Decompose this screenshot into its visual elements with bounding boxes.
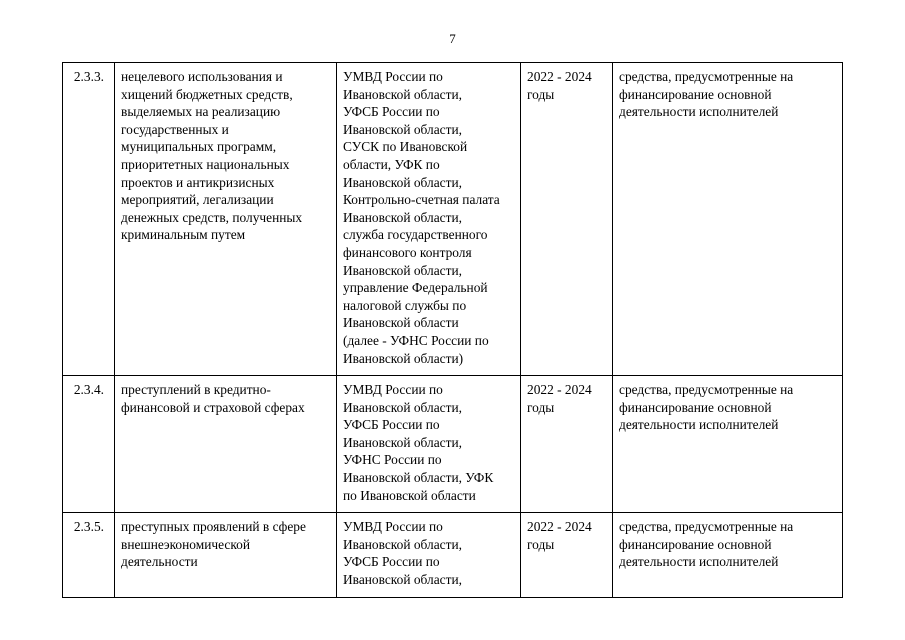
item-period: 2022 - 2024 годы: [521, 513, 613, 597]
item-executors: УМВД России по Ивановской области, УФСБ России по Ивановской области, УФНС России по Ивановской области, УФК по Ивановской области: [337, 376, 521, 513]
item-description: преступлений в кредитно- финансовой и страховой сферах: [115, 376, 337, 513]
table-row: [63, 63, 843, 376]
item-period: 2022 - 2024 годы: [521, 376, 613, 513]
item-funding: средства, предусмотренные на финансирование основной деятельности исполнителей: [613, 63, 843, 376]
item-executors: УМВД России по Ивановской области, УФСБ России по Ивановской области, СУСК по Ивановской области, УФК по Ивановской области, Контрольно-счетная палата Ивановской области, служба государственного финансового контроля Ивановской области, управление Федеральной налоговой службы по Ивановской области (далее - УФНС России по Ивановской области): [337, 63, 521, 376]
page-number: 7: [449, 31, 456, 46]
item-executors: УМВД России по Ивановской области, УФСБ России по Ивановской области,: [337, 513, 521, 597]
item-number: 2.3.4.: [63, 376, 115, 513]
table-row: [63, 513, 843, 597]
item-number: 2.3.5.: [63, 513, 115, 597]
item-number: 2.3.3.: [63, 63, 115, 376]
item-period: 2022 - 2024 годы: [521, 63, 613, 376]
item-funding: средства, предусмотренные на финансирование основной деятельности исполнителей: [613, 376, 843, 513]
item-description: преступных проявлений в сфере внешнеэкономической деятельности: [115, 513, 337, 597]
item-description: нецелевого использования и хищений бюджетных средств, выделяемых на реализацию государственных и муниципальных программ, приоритетных национальных проектов и антикризисных мероприятий, легализации денежных средств, полученных криминальным путем: [115, 63, 337, 376]
item-funding: средства, предусмотренные на финансирование основной деятельности исполнителей: [613, 513, 843, 597]
measures-table: [62, 62, 843, 598]
table-row: [63, 376, 843, 513]
